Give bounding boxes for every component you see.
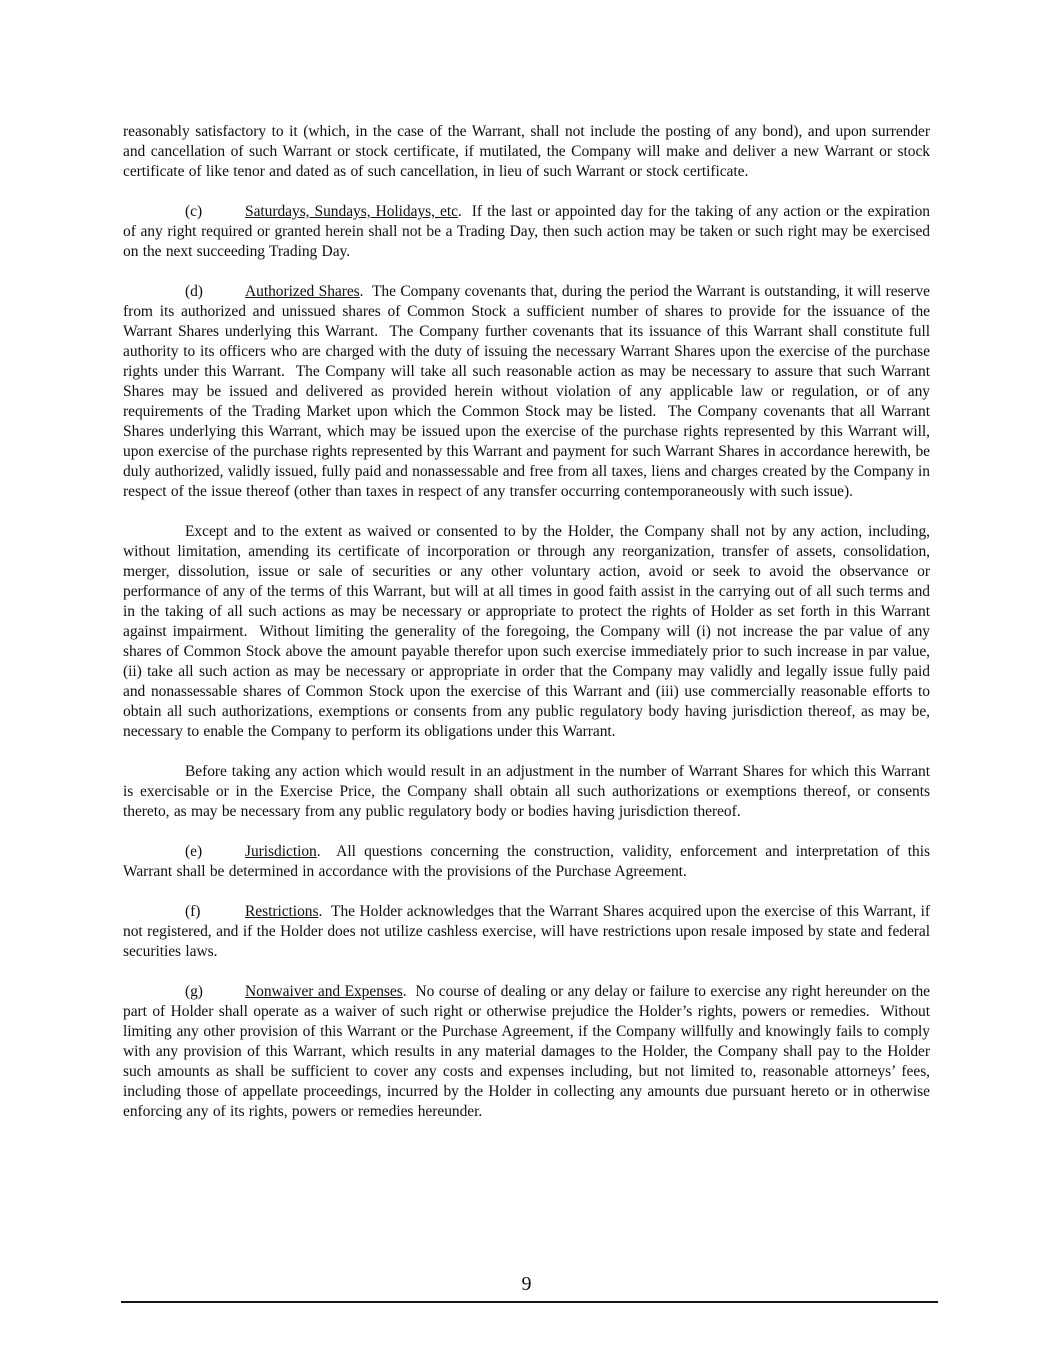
section-heading: Jurisdiction <box>245 843 317 860</box>
paragraph-text: Except and to the extent as waived or consented to by the Holder, the Company shall not by any action, including, without limitation, amending its certificate of incorporation or through any reorganization, transfer of assets, consolidation, merger, dissolution, issue or sale of securities or any other voluntary action, avoid or seek to avoid the observance or performance of any of the terms of this Warrant, but will at all times in good faith assist in the carrying out of all such terms and in the taking of all such actions as may be necessary or appropriate to protect the rights of Holder as set forth in this Warrant against impairment. Without limiting the generality of the foregoing, the Company will (i) not increase the par value of any shares of Common Stock above the amount payable therefor upon such exercise immediately prior to such increase in par value, (ii) take all such action as may be necessary or appropriate in order that the Company may validly and legally issue fully paid and nonassessable shares of Common Stock upon the exercise of this Warrant and (iii) use commercially reasonable efforts to obtain all such authorizations, exemptions or consents from any public regulatory body having jurisdiction thereof, as may be, necessary to enable the Company to perform its obligations under this Warrant. <box>123 523 930 740</box>
paragraph-c <box>123 202 930 262</box>
section-heading: Authorized Shares <box>245 283 360 300</box>
page-number: 9 <box>521 1273 532 1295</box>
paragraph-adjustment <box>123 762 930 822</box>
paragraph-text: . No course of dealing or any delay or failure to exercise any right hereunder on the part of Holder shall operate as a waiver of such right or otherwise prejudice the Holder’s rights, powers or remedies. Without limiting any other provision of this Warrant or the Purchase Agreement, if the Company willfully and knowingly fails to comply with any provision of this Warrant, which results in any material damages to the Holder, the Company shall pay to the Holder such amounts as shall be sufficient to cover any costs and expenses including, but not limited to, reasonable attorneys’ fees, including those of appellate proceedings, incurred by the Holder in collecting any amounts due pursuant hereto or in otherwise enforcing any of its rights, powers or remedies hereunder. <box>123 983 930 1120</box>
paragraph-f <box>123 902 930 962</box>
section-label: (f) <box>185 903 201 920</box>
section-heading: Saturdays, Sundays, Holidays, etc <box>245 203 458 220</box>
section-label: (d) <box>185 283 203 300</box>
paragraph-text: . All questions concerning the construction, validity, enforcement and interpretation of this Warrant shall be determined in accordance with the provisions of the Purchase Agreement. <box>123 843 930 880</box>
section-label: (e) <box>185 843 203 860</box>
paragraph-g <box>123 982 930 1122</box>
paragraph-text: Before taking any action which would result in an adjustment in the number of Warrant Shares for which this Warrant is exercisable or in the Exercise Price, the Company shall obtain all such authorizations or exemptions thereof, or consents thereto, as may be necessary from any public regulatory body or bodies having jurisdiction thereof. <box>123 763 930 820</box>
section-label: (g) <box>185 983 203 1000</box>
paragraph-text: . The Company covenants that, during the period the Warrant is outstanding, it will reserve from its authorized and unissued shares of Common Stock a sufficient number of shares to provide for the issuance of the Warrant Shares underlying this Warrant. The Company further covenants that its issuance of this Warrant shall constitute full authority to its officers who are charged with the duty of issuing the necessary Warrant Shares upon the exercise of the purchase rights under this Warrant. The Company will take all such reasonable action as may be necessary to assure that such Warrant Shares may be issued and delivered as provided herein without violation of any applicable law or regulation, or of any requirements of the Trading Market upon which the Common Stock may be listed. The Company covenants that all Warrant Shares underlying this Warrant, which may be issued upon the exercise of the purchase rights represented by this Warrant will, upon exercise of the purchase rights represented by this Warrant and payment for such Warrant Shares in accordance herewith, be duly authorized, validly issued, fully paid and nonassessable and free from all taxes, liens and charges created by the Company in respect of the issue thereof (other than taxes in respect of any transfer occurring contemporaneously with such issue). <box>123 283 930 500</box>
paragraph-text: . If the last or appointed day for the taking of any action or the expiration of any right required or granted herein shall not be a Trading Day, then such action may be taken or such right may be exercised on the next succeeding Trading Day. <box>123 203 931 260</box>
paragraph-d <box>123 282 930 502</box>
section-heading: Nonwaiver and Expenses <box>245 983 403 1000</box>
paragraph-impairment <box>123 522 930 742</box>
document-page-body <box>123 122 930 1142</box>
paragraph-text: reasonably satisfactory to it (which, in the case of the Warrant, shall not include the posting of any bond), and upon surrender and cancellation of such Warrant or stock certificate, if mutilated, the Company will make and deliver a new Warrant or stock certificate of like tenor and dated as of such cancellation, in lieu of such Warrant or stock certificate. <box>123 123 930 180</box>
paragraph-e <box>123 842 930 882</box>
section-heading: Restrictions <box>245 903 319 920</box>
paragraph-continuation <box>123 122 930 182</box>
section-label: (c) <box>185 203 203 220</box>
paragraph-text: . The Holder acknowledges that the Warrant Shares acquired upon the exercise of this Warrant, if not registered, and if the Holder does not utilize cashless exercise, will have restrictions upon resale imposed by state and federal securities laws. <box>123 903 930 960</box>
footer-divider-line <box>121 1301 938 1303</box>
